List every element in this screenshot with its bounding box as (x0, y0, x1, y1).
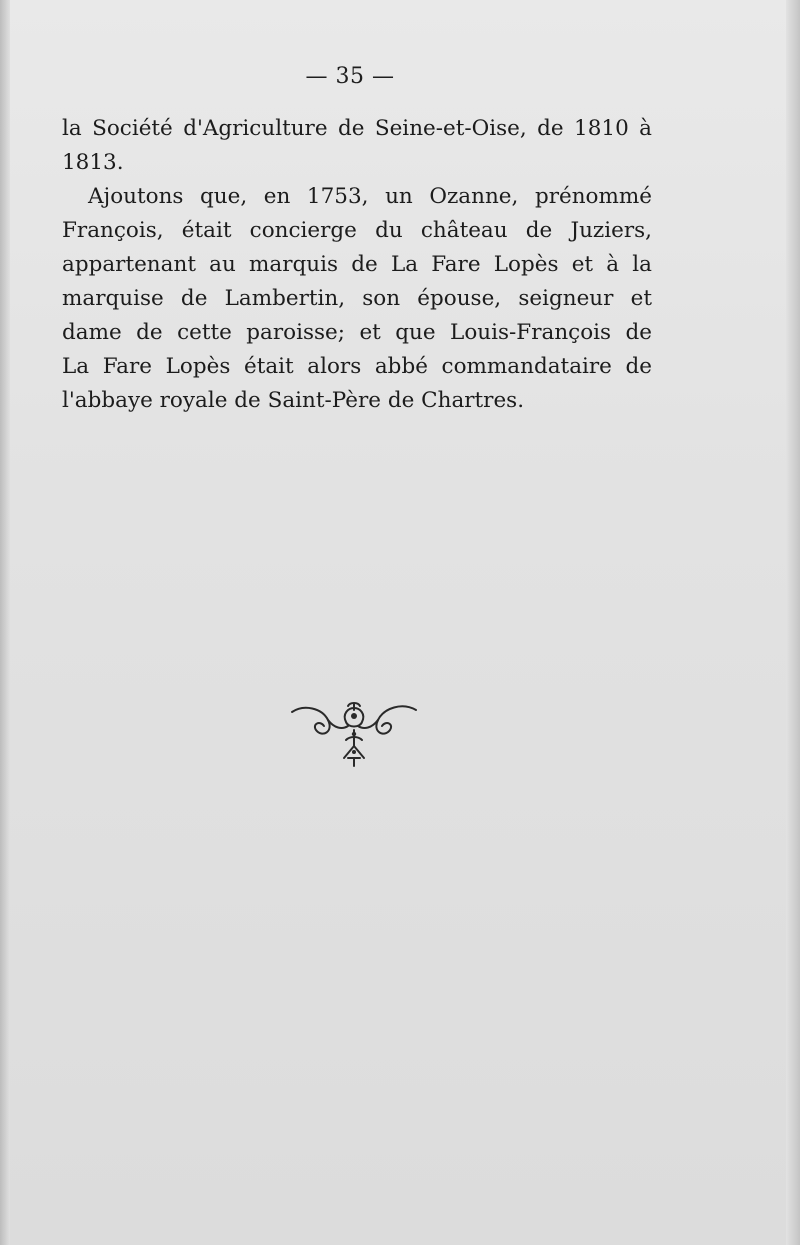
page-left-edge (0, 0, 10, 1245)
text-line: l'abbaye royale de Saint-Père de Chartres. (62, 388, 525, 413)
text-line: La Fare Lopès était alors abbé commandataire de (62, 354, 652, 379)
paragraph-1 (62, 112, 652, 180)
text-line: 1813. (62, 150, 124, 175)
page-right-edge (786, 0, 800, 1245)
text-line: dame de cette paroisse; et que Louis-François de (62, 320, 652, 345)
body-text (62, 112, 652, 418)
text-line: marquise de Lambertin, son épouse, seigneur et (62, 286, 652, 311)
paragraph-2 (62, 180, 652, 418)
ornament-fleuron-icon (284, 700, 424, 780)
text-line: appartenant au marquis de La Fare Lopès et à la (62, 252, 652, 277)
text-line: François, était concierge du château de Juziers, (62, 218, 652, 243)
text-line: la Société d'Agriculture de Seine-et-Oise, de 1810 à (62, 116, 652, 141)
text-line: Ajoutons que, en 1753, un Ozanne, prénommé (88, 184, 652, 209)
page-number: — 35 — (305, 64, 395, 89)
